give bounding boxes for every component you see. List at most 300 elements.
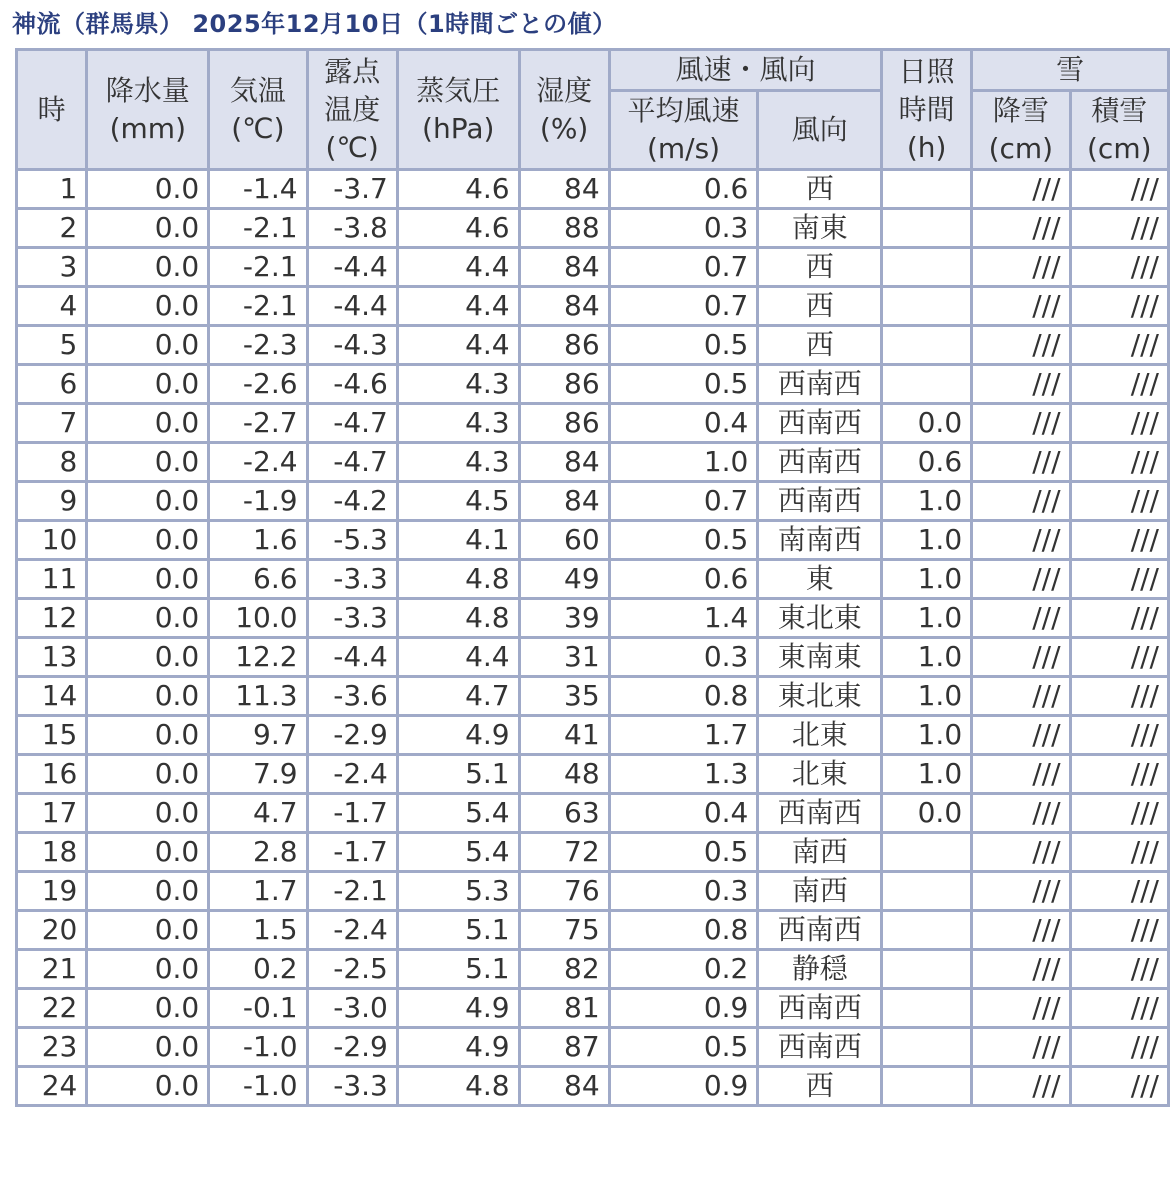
cell-humidity: 72 — [519, 833, 609, 872]
cell-temp: -2.4 — [209, 443, 307, 482]
header-hour: 時 — [17, 50, 87, 170]
cell-wind-dir: 西 — [758, 326, 882, 365]
cell-wind-dir: 北東 — [758, 716, 882, 755]
cell-vapor: 4.4 — [397, 638, 519, 677]
cell-vapor: 4.8 — [397, 560, 519, 599]
cell-vapor: 4.8 — [397, 1067, 519, 1106]
cell-snowfall: /// — [972, 482, 1070, 521]
table-row — [17, 638, 1169, 677]
cell-hour: 24 — [17, 1067, 87, 1106]
cell-dew: -3.0 — [307, 989, 397, 1028]
cell-snowfall: /// — [972, 950, 1070, 989]
cell-wind-speed: 1.3 — [609, 755, 758, 794]
cell-wind-speed: 0.4 — [609, 794, 758, 833]
cell-sun: 1.0 — [882, 716, 972, 755]
header-wind-speed: 平均風速 (m/s) — [609, 91, 758, 170]
cell-wind-speed: 0.5 — [609, 521, 758, 560]
cell-wind-speed: 0.7 — [609, 482, 758, 521]
cell-snowdepth: /// — [1070, 170, 1168, 209]
cell-sun: 0.0 — [882, 404, 972, 443]
cell-vapor: 5.4 — [397, 833, 519, 872]
cell-snowdepth: /// — [1070, 1028, 1168, 1067]
cell-precip: 0.0 — [87, 833, 209, 872]
cell-temp: -1.9 — [209, 482, 307, 521]
cell-dew: -4.4 — [307, 287, 397, 326]
cell-humidity: 60 — [519, 521, 609, 560]
cell-temp: -2.3 — [209, 326, 307, 365]
cell-hour: 20 — [17, 911, 87, 950]
cell-snowdepth: /// — [1070, 326, 1168, 365]
cell-temp: 2.8 — [209, 833, 307, 872]
cell-wind-dir: 静穏 — [758, 950, 882, 989]
cell-wind-speed: 0.5 — [609, 365, 758, 404]
table-row — [17, 443, 1169, 482]
cell-hour: 18 — [17, 833, 87, 872]
cell-temp: -1.4 — [209, 170, 307, 209]
cell-wind-speed: 0.4 — [609, 404, 758, 443]
cell-snowdepth: /// — [1070, 365, 1168, 404]
cell-precip: 0.0 — [87, 950, 209, 989]
cell-sun — [882, 326, 972, 365]
cell-snowfall: /// — [972, 521, 1070, 560]
cell-vapor: 4.6 — [397, 170, 519, 209]
cell-wind-speed: 0.2 — [609, 950, 758, 989]
table-row — [17, 404, 1169, 443]
cell-sun — [882, 1028, 972, 1067]
cell-hour: 9 — [17, 482, 87, 521]
cell-wind-dir: 西南西 — [758, 911, 882, 950]
cell-hour: 14 — [17, 677, 87, 716]
cell-dew: -2.9 — [307, 716, 397, 755]
cell-hour: 10 — [17, 521, 87, 560]
cell-dew: -4.2 — [307, 482, 397, 521]
cell-sun — [882, 989, 972, 1028]
cell-wind-speed: 0.8 — [609, 911, 758, 950]
cell-snowfall: /// — [972, 1028, 1070, 1067]
cell-wind-speed: 0.9 — [609, 1067, 758, 1106]
cell-precip: 0.0 — [87, 911, 209, 950]
cell-snowdepth: /// — [1070, 599, 1168, 638]
cell-dew: -3.3 — [307, 599, 397, 638]
cell-temp: -1.0 — [209, 1028, 307, 1067]
cell-precip: 0.0 — [87, 677, 209, 716]
cell-temp: -2.7 — [209, 404, 307, 443]
cell-dew: -2.9 — [307, 1028, 397, 1067]
cell-wind-dir: 西南西 — [758, 989, 882, 1028]
cell-wind-speed: 0.5 — [609, 1028, 758, 1067]
cell-humidity: 86 — [519, 326, 609, 365]
cell-humidity: 84 — [519, 1067, 609, 1106]
cell-wind-dir: 西南西 — [758, 482, 882, 521]
cell-sun: 1.0 — [882, 677, 972, 716]
cell-snowdepth: /// — [1070, 872, 1168, 911]
cell-vapor: 5.1 — [397, 755, 519, 794]
cell-humidity: 41 — [519, 716, 609, 755]
cell-snowfall: /// — [972, 755, 1070, 794]
cell-temp: 0.2 — [209, 950, 307, 989]
cell-humidity: 84 — [519, 170, 609, 209]
cell-humidity: 88 — [519, 209, 609, 248]
cell-vapor: 4.1 — [397, 521, 519, 560]
table-row — [17, 1028, 1169, 1067]
cell-temp: 9.7 — [209, 716, 307, 755]
table-row — [17, 833, 1169, 872]
cell-wind-dir: 東 — [758, 560, 882, 599]
cell-wind-speed: 0.3 — [609, 638, 758, 677]
cell-sun: 1.0 — [882, 755, 972, 794]
cell-snowfall: /// — [972, 287, 1070, 326]
cell-sun — [882, 911, 972, 950]
cell-dew: -4.4 — [307, 248, 397, 287]
cell-precip: 0.0 — [87, 638, 209, 677]
cell-precip: 0.0 — [87, 404, 209, 443]
cell-snowdepth: /// — [1070, 950, 1168, 989]
cell-sun — [882, 872, 972, 911]
cell-precip: 0.0 — [87, 755, 209, 794]
cell-vapor: 5.4 — [397, 794, 519, 833]
cell-humidity: 82 — [519, 950, 609, 989]
cell-temp: 11.3 — [209, 677, 307, 716]
cell-snowdepth: /// — [1070, 716, 1168, 755]
header-wind-dir: 風向 — [758, 91, 882, 170]
table-row — [17, 170, 1169, 209]
cell-humidity: 81 — [519, 989, 609, 1028]
cell-vapor: 4.3 — [397, 404, 519, 443]
cell-dew: -4.7 — [307, 404, 397, 443]
cell-precip: 0.0 — [87, 287, 209, 326]
cell-temp: -2.6 — [209, 365, 307, 404]
table-row — [17, 989, 1169, 1028]
cell-snowdepth: /// — [1070, 560, 1168, 599]
cell-dew: -3.3 — [307, 560, 397, 599]
cell-humidity: 48 — [519, 755, 609, 794]
cell-temp: 12.2 — [209, 638, 307, 677]
cell-humidity: 84 — [519, 287, 609, 326]
cell-precip: 0.0 — [87, 521, 209, 560]
cell-wind-dir: 西南西 — [758, 794, 882, 833]
cell-precip: 0.0 — [87, 1028, 209, 1067]
header-precip: 降水量 (mm) — [87, 50, 209, 170]
cell-temp: 6.6 — [209, 560, 307, 599]
cell-dew: -3.7 — [307, 170, 397, 209]
cell-sun: 1.0 — [882, 638, 972, 677]
cell-humidity: 31 — [519, 638, 609, 677]
cell-hour: 16 — [17, 755, 87, 794]
table-row — [17, 482, 1169, 521]
cell-snowdepth: /// — [1070, 833, 1168, 872]
cell-vapor: 4.3 — [397, 443, 519, 482]
cell-wind-dir: 西南西 — [758, 365, 882, 404]
cell-snowfall: /// — [972, 872, 1070, 911]
cell-vapor: 4.4 — [397, 326, 519, 365]
cell-vapor: 4.4 — [397, 287, 519, 326]
header-vapor: 蒸気圧 (hPa) — [397, 50, 519, 170]
cell-temp: 1.7 — [209, 872, 307, 911]
table-row — [17, 599, 1169, 638]
cell-wind-dir: 東南東 — [758, 638, 882, 677]
table-row — [17, 560, 1169, 599]
table-row — [17, 872, 1169, 911]
cell-wind-speed: 0.7 — [609, 248, 758, 287]
cell-snowfall: /// — [972, 170, 1070, 209]
cell-snowfall: /// — [972, 716, 1070, 755]
cell-dew: -4.6 — [307, 365, 397, 404]
cell-snowdepth: /// — [1070, 482, 1168, 521]
page-title: 神流（群馬県） 2025年12月10日（1時間ごとの値） — [12, 10, 617, 38]
cell-vapor: 4.9 — [397, 1028, 519, 1067]
cell-hour: 23 — [17, 1028, 87, 1067]
cell-precip: 0.0 — [87, 560, 209, 599]
cell-snowfall: /// — [972, 911, 1070, 950]
cell-snowfall: /// — [972, 677, 1070, 716]
cell-vapor: 5.1 — [397, 911, 519, 950]
cell-hour: 5 — [17, 326, 87, 365]
cell-sun: 0.0 — [882, 794, 972, 833]
cell-snowfall: /// — [972, 599, 1070, 638]
cell-dew: -4.4 — [307, 638, 397, 677]
hourly-weather-table — [15, 48, 1170, 1107]
table-row — [17, 755, 1169, 794]
cell-wind-speed: 0.3 — [609, 209, 758, 248]
cell-wind-dir: 西 — [758, 287, 882, 326]
cell-hour: 21 — [17, 950, 87, 989]
header-snowdepth: 積雪 (cm) — [1070, 91, 1168, 170]
cell-sun — [882, 1067, 972, 1106]
cell-snowdepth: /// — [1070, 677, 1168, 716]
cell-snowfall: /// — [972, 638, 1070, 677]
header-snow-group: 雪 — [972, 50, 1169, 91]
cell-snowdepth: /// — [1070, 989, 1168, 1028]
cell-precip: 0.0 — [87, 716, 209, 755]
cell-vapor: 4.5 — [397, 482, 519, 521]
cell-sun — [882, 209, 972, 248]
cell-hour: 4 — [17, 287, 87, 326]
cell-hour: 22 — [17, 989, 87, 1028]
cell-temp: 10.0 — [209, 599, 307, 638]
cell-wind-dir: 西南西 — [758, 1028, 882, 1067]
cell-humidity: 84 — [519, 482, 609, 521]
cell-dew: -4.7 — [307, 443, 397, 482]
cell-wind-speed: 0.7 — [609, 287, 758, 326]
table-row — [17, 1067, 1169, 1106]
cell-wind-dir: 西 — [758, 170, 882, 209]
header-temp: 気温 (℃) — [209, 50, 307, 170]
cell-wind-dir: 西 — [758, 248, 882, 287]
cell-wind-dir: 東北東 — [758, 677, 882, 716]
cell-temp: 4.7 — [209, 794, 307, 833]
table-row — [17, 248, 1169, 287]
cell-precip: 0.0 — [87, 1067, 209, 1106]
cell-precip: 0.0 — [87, 248, 209, 287]
table-row — [17, 794, 1169, 833]
cell-precip: 0.0 — [87, 365, 209, 404]
cell-wind-dir: 南西 — [758, 872, 882, 911]
cell-snowfall: /// — [972, 443, 1070, 482]
cell-precip: 0.0 — [87, 599, 209, 638]
cell-sun — [882, 365, 972, 404]
cell-wind-speed: 0.9 — [609, 989, 758, 1028]
cell-humidity: 49 — [519, 560, 609, 599]
cell-dew: -1.7 — [307, 833, 397, 872]
cell-humidity: 86 — [519, 365, 609, 404]
cell-snowdepth: /// — [1070, 443, 1168, 482]
cell-vapor: 5.3 — [397, 872, 519, 911]
cell-dew: -2.5 — [307, 950, 397, 989]
cell-humidity: 84 — [519, 248, 609, 287]
cell-hour: 8 — [17, 443, 87, 482]
cell-vapor: 4.8 — [397, 599, 519, 638]
cell-wind-dir: 西南西 — [758, 443, 882, 482]
cell-vapor: 4.4 — [397, 248, 519, 287]
cell-snowfall: /// — [972, 560, 1070, 599]
cell-wind-speed: 1.4 — [609, 599, 758, 638]
table-row — [17, 521, 1169, 560]
cell-snowfall: /// — [972, 326, 1070, 365]
table-row — [17, 209, 1169, 248]
cell-wind-dir: 東北東 — [758, 599, 882, 638]
cell-precip: 0.0 — [87, 326, 209, 365]
cell-wind-dir: 西 — [758, 1067, 882, 1106]
cell-snowfall: /// — [972, 794, 1070, 833]
cell-temp: 1.6 — [209, 521, 307, 560]
header-wind-group: 風速・風向 — [609, 50, 882, 91]
header-snowfall: 降雪 (cm) — [972, 91, 1070, 170]
cell-wind-speed: 1.0 — [609, 443, 758, 482]
cell-snowfall: /// — [972, 833, 1070, 872]
cell-wind-speed: 0.8 — [609, 677, 758, 716]
cell-snowdepth: /// — [1070, 248, 1168, 287]
cell-sun — [882, 170, 972, 209]
cell-hour: 17 — [17, 794, 87, 833]
cell-dew: -2.4 — [307, 911, 397, 950]
table-row — [17, 365, 1169, 404]
cell-wind-speed: 1.7 — [609, 716, 758, 755]
cell-vapor: 5.1 — [397, 950, 519, 989]
cell-humidity: 35 — [519, 677, 609, 716]
cell-wind-dir: 南西 — [758, 833, 882, 872]
cell-precip: 0.0 — [87, 170, 209, 209]
cell-dew: -1.7 — [307, 794, 397, 833]
cell-hour: 11 — [17, 560, 87, 599]
cell-snowfall: /// — [972, 248, 1070, 287]
cell-wind-dir: 南南西 — [758, 521, 882, 560]
cell-precip: 0.0 — [87, 794, 209, 833]
cell-vapor: 4.9 — [397, 716, 519, 755]
cell-sun — [882, 248, 972, 287]
cell-dew: -2.4 — [307, 755, 397, 794]
cell-humidity: 86 — [519, 404, 609, 443]
cell-sun: 0.6 — [882, 443, 972, 482]
cell-sun: 1.0 — [882, 560, 972, 599]
cell-vapor: 4.9 — [397, 989, 519, 1028]
cell-dew: -2.1 — [307, 872, 397, 911]
header-sun: 日照 時間 (h) — [882, 50, 972, 170]
cell-snowdepth: /// — [1070, 404, 1168, 443]
cell-wind-speed: 0.3 — [609, 872, 758, 911]
cell-sun: 1.0 — [882, 482, 972, 521]
cell-snowdepth: /// — [1070, 911, 1168, 950]
cell-precip: 0.0 — [87, 443, 209, 482]
cell-hour: 1 — [17, 170, 87, 209]
cell-temp: -0.1 — [209, 989, 307, 1028]
cell-snowdepth: /// — [1070, 209, 1168, 248]
cell-snowdepth: /// — [1070, 1067, 1168, 1106]
cell-hour: 2 — [17, 209, 87, 248]
cell-hour: 7 — [17, 404, 87, 443]
cell-snowdepth: /// — [1070, 794, 1168, 833]
cell-hour: 19 — [17, 872, 87, 911]
cell-wind-speed: 0.6 — [609, 560, 758, 599]
cell-snowdepth: /// — [1070, 287, 1168, 326]
cell-hour: 15 — [17, 716, 87, 755]
cell-wind-speed: 0.5 — [609, 833, 758, 872]
cell-humidity: 76 — [519, 872, 609, 911]
cell-wind-dir: 北東 — [758, 755, 882, 794]
cell-hour: 3 — [17, 248, 87, 287]
cell-dew: -4.3 — [307, 326, 397, 365]
cell-dew: -3.6 — [307, 677, 397, 716]
cell-precip: 0.0 — [87, 209, 209, 248]
cell-hour: 12 — [17, 599, 87, 638]
cell-snowfall: /// — [972, 365, 1070, 404]
cell-precip: 0.0 — [87, 482, 209, 521]
cell-vapor: 4.6 — [397, 209, 519, 248]
cell-snowfall: /// — [972, 989, 1070, 1028]
cell-dew: -3.8 — [307, 209, 397, 248]
cell-wind-dir: 西南西 — [758, 404, 882, 443]
cell-snowfall: /// — [972, 209, 1070, 248]
table-row — [17, 677, 1169, 716]
cell-temp: -2.1 — [209, 248, 307, 287]
table-row — [17, 326, 1169, 365]
cell-sun: 1.0 — [882, 521, 972, 560]
header-humidity: 湿度 (%) — [519, 50, 609, 170]
cell-dew: -3.3 — [307, 1067, 397, 1106]
cell-wind-dir: 南東 — [758, 209, 882, 248]
cell-humidity: 63 — [519, 794, 609, 833]
cell-sun — [882, 833, 972, 872]
cell-dew: -5.3 — [307, 521, 397, 560]
cell-humidity: 39 — [519, 599, 609, 638]
cell-wind-speed: 0.6 — [609, 170, 758, 209]
cell-snowdepth: /// — [1070, 755, 1168, 794]
cell-sun: 1.0 — [882, 599, 972, 638]
cell-precip: 0.0 — [87, 872, 209, 911]
cell-sun — [882, 950, 972, 989]
cell-snowfall: /// — [972, 1067, 1070, 1106]
cell-wind-speed: 0.5 — [609, 326, 758, 365]
cell-humidity: 87 — [519, 1028, 609, 1067]
table-row — [17, 911, 1169, 950]
table-row — [17, 716, 1169, 755]
cell-hour: 6 — [17, 365, 87, 404]
cell-temp: 1.5 — [209, 911, 307, 950]
cell-precip: 0.0 — [87, 989, 209, 1028]
cell-hour: 13 — [17, 638, 87, 677]
cell-vapor: 4.7 — [397, 677, 519, 716]
table-row — [17, 950, 1169, 989]
cell-sun — [882, 287, 972, 326]
cell-temp: -2.1 — [209, 287, 307, 326]
table-row — [17, 287, 1169, 326]
cell-humidity: 84 — [519, 443, 609, 482]
cell-temp: -2.1 — [209, 209, 307, 248]
cell-vapor: 4.3 — [397, 365, 519, 404]
cell-snowdepth: /// — [1070, 521, 1168, 560]
cell-snowfall: /// — [972, 404, 1070, 443]
cell-temp: 7.9 — [209, 755, 307, 794]
cell-humidity: 75 — [519, 911, 609, 950]
